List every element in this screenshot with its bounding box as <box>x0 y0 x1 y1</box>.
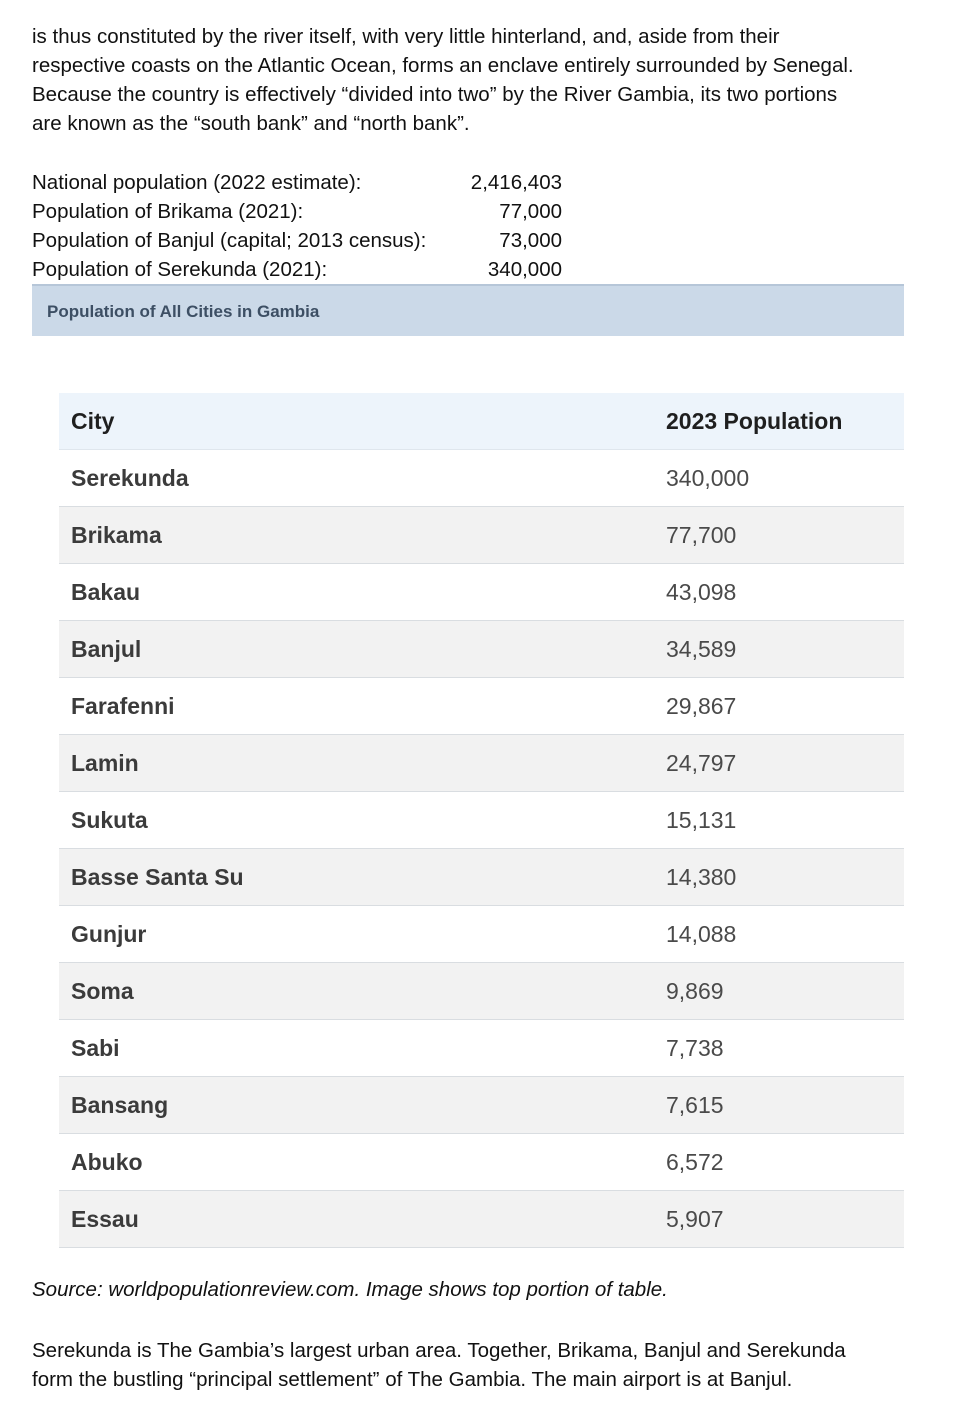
population-cell: 24,797 <box>666 749 737 776</box>
outro-line: Serekunda is The Gambia’s largest urban area. Together, Brikama, Banjul and Serekunda <box>32 1339 846 1362</box>
table-row <box>59 1191 904 1248</box>
population-cell: 29,867 <box>666 692 737 719</box>
intro-line: are known as the “south bank” and “north bank”. <box>32 112 470 135</box>
fact-value: 2,416,403 <box>470 171 562 194</box>
population-cell: 14,380 <box>666 863 737 890</box>
fact-row <box>32 168 562 197</box>
population-table <box>59 393 904 1248</box>
fact-label: Population of Banjul (capital; 2013 census): <box>32 229 427 252</box>
outro-line: form the bustling “principal settlement” of The Gambia. The main airport is at Banjul. <box>32 1368 793 1391</box>
fact-row <box>32 197 562 226</box>
source-caption: Source: worldpopulationreview.com. Image shows top portion of table. <box>32 1278 668 1301</box>
population-cell: 34,589 <box>666 635 737 662</box>
table-row <box>59 963 904 1020</box>
city-cell: Gunjur <box>71 920 147 947</box>
table-body <box>59 450 904 1248</box>
population-cell: 14,088 <box>666 920 737 947</box>
population-cell: 7,615 <box>666 1091 724 1118</box>
city-cell: Basse Santa Su <box>71 863 244 890</box>
fact-value: 77,000 <box>499 200 562 223</box>
city-cell: Farafenni <box>71 692 175 719</box>
population-cell: 9,869 <box>666 977 724 1004</box>
fact-label: National population (2022 estimate): <box>32 171 362 194</box>
table-row <box>59 735 904 792</box>
table-title: Population of All Cities in Gambia <box>47 302 320 321</box>
table-header-row <box>59 393 904 450</box>
table-row <box>59 564 904 621</box>
population-cell: 340,000 <box>666 464 750 491</box>
city-cell: Bakau <box>71 578 141 605</box>
population-cell: 7,738 <box>666 1034 724 1061</box>
table-row <box>59 849 904 906</box>
city-cell: Abuko <box>71 1148 143 1175</box>
population-cell: 77,700 <box>666 521 737 548</box>
table-row <box>59 1134 904 1191</box>
population-cell: 6,572 <box>666 1148 724 1175</box>
fact-value: 340,000 <box>487 258 562 281</box>
fact-label: Population of Brikama (2021): <box>32 200 304 223</box>
city-cell: Sabi <box>71 1034 120 1061</box>
city-cell: Serekunda <box>71 464 189 491</box>
population-cell: 43,098 <box>666 578 737 605</box>
table-row <box>59 507 904 564</box>
table-row <box>59 678 904 735</box>
fact-row <box>32 226 562 255</box>
intro-line: respective coasts on the Atlantic Ocean, forms an enclave entirely surrounded by Senegal. <box>32 54 854 77</box>
intro-line: is thus constituted by the river itself, with very little hinterland, and, aside from their <box>32 25 780 48</box>
table-row <box>59 621 904 678</box>
population-cell: 5,907 <box>666 1205 724 1232</box>
population-facts <box>32 168 562 284</box>
table-row <box>59 1020 904 1077</box>
fact-row <box>32 255 562 284</box>
fact-label: Population of Serekunda (2021): <box>32 258 328 281</box>
fact-value: 73,000 <box>499 229 562 252</box>
outro-paragraph <box>32 1336 912 1394</box>
intro-line: Because the country is effectively “divided into two” by the River Gambia, its two portions <box>32 83 838 106</box>
city-cell: Bansang <box>71 1091 169 1118</box>
table-row <box>59 1077 904 1134</box>
table-row <box>59 792 904 849</box>
table-row <box>59 906 904 963</box>
city-cell: Essau <box>71 1205 139 1232</box>
table-row <box>59 450 904 507</box>
city-cell: Soma <box>71 977 134 1004</box>
population-cell: 15,131 <box>666 806 737 833</box>
intro-paragraph <box>32 22 912 138</box>
city-cell: Banjul <box>71 635 142 662</box>
column-header-city[interactable]: City <box>71 407 115 434</box>
table-title-bar <box>32 284 904 336</box>
city-cell: Brikama <box>71 521 162 548</box>
city-cell: Sukuta <box>71 806 148 833</box>
city-cell: Lamin <box>71 749 139 776</box>
column-header-population[interactable]: 2023 Population <box>666 407 843 434</box>
